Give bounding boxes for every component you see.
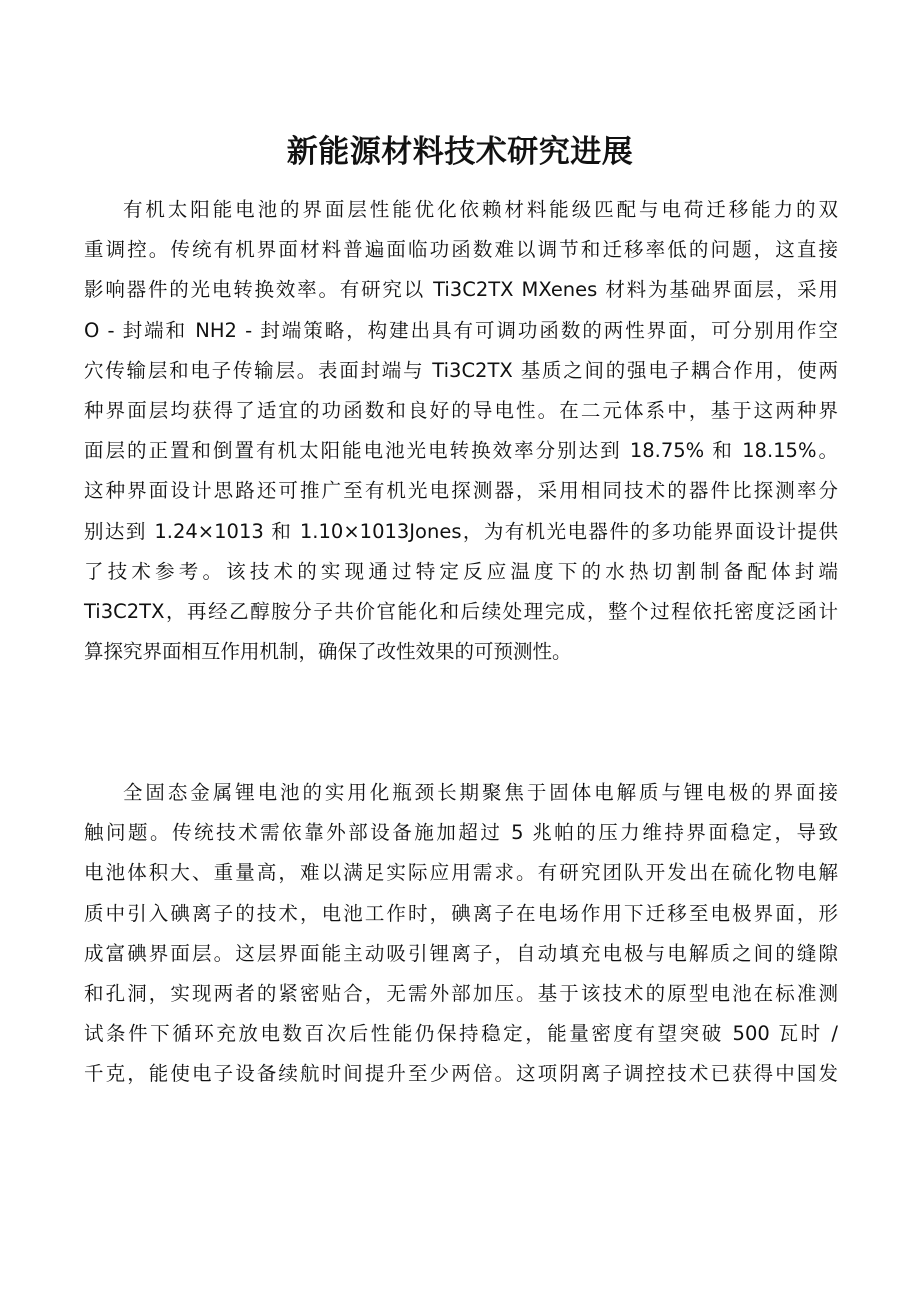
text-line: 全固态金属锂电池的实用化瓶颈长期聚焦于固体电解质与锂电极的界面接 [123,781,838,804]
text-line: 有机太阳能电池的界面层性能优化依赖材料能级匹配与电荷迁移能力的双 [123,198,838,221]
text-line: 别达到 1.24×1013 和 1.10×1013Jones，为有机光电器件的多功能界面设计提供 [84,519,838,543]
text-line: 种界面层均获得了适宜的功函数和良好的导电性。在二元体系中，基于这两种界 [84,398,838,422]
text-line: 面层的正置和倒置有机太阳能电池光电转换效率分别达到 18.75% 和 18.15%。 [84,439,838,463]
text-line: 穴传输层和电子传输层。表面封端与 Ti3C2TX 基质之间的强电子耦合作用，使两 [84,358,838,382]
text-line: 千克，能使电子设备续航时间提升至少两倍。这项阴离子调控技术已获得中国发 [84,1062,838,1086]
text-line: 了技术参考。该技术的实现通过特定反应温度下的水热切割制备配体封端 [84,559,838,583]
text-line: 成富碘界面层。这层界面能主动吸引锂离子，自动填充电极与电解质之间的缝隙 [84,941,838,965]
paragraph-solid-state-battery [84,773,838,1095]
document-title: 新能源材料技术研究进展 [286,134,634,170]
text-line: 电池体积大、重量高，难以满足实际应用需求。有研究团队开发出在硫化物电解 [84,861,838,885]
text-line: 这种界面设计思路还可推广至有机光电探测器，采用相同技术的器件比探测率分 [84,479,838,503]
text-line: O - 封端和 NH2 - 封端策略，构建出具有可调功函数的两性界面，可分别用作空 [84,318,838,342]
paragraph-text [84,773,838,1095]
text-line: 质中引入碘离子的技术，电池工作时，碘离子在电场作用下迁移至电极界面，形 [84,901,838,925]
text-line: 试条件下循环充放电数百次后性能仍保持稳定，能量密度有望突破 500 瓦时 / [84,1022,838,1046]
text-line: Ti3C2TX，再经乙醇胺分子共价官能化和后续处理完成，整个过程依托密度泛函计 [84,599,838,623]
text-line: 算探究界面相互作用机制，确保了改性效果的可预测性。 [84,640,572,664]
text-line: 触问题。传统技术需依靠外部设备施加超过 5 兆帕的压力维持界面稳定，导致 [84,821,838,845]
text-line: 重调控。传统有机界面材料普遍面临功函数难以调节和迁移率低的问题，这直接 [84,238,838,262]
paragraph-organic-solar [84,190,838,672]
text-line: 影响器件的光电转换效率。有研究以 Ti3C2TX MXenes 材料为基础界面层，采用 [84,278,838,302]
text-line: 和孔洞，实现两者的紧密贴合，无需外部加压。基于该技术的原型电池在标准测 [84,981,838,1005]
paragraph-text [84,190,838,672]
